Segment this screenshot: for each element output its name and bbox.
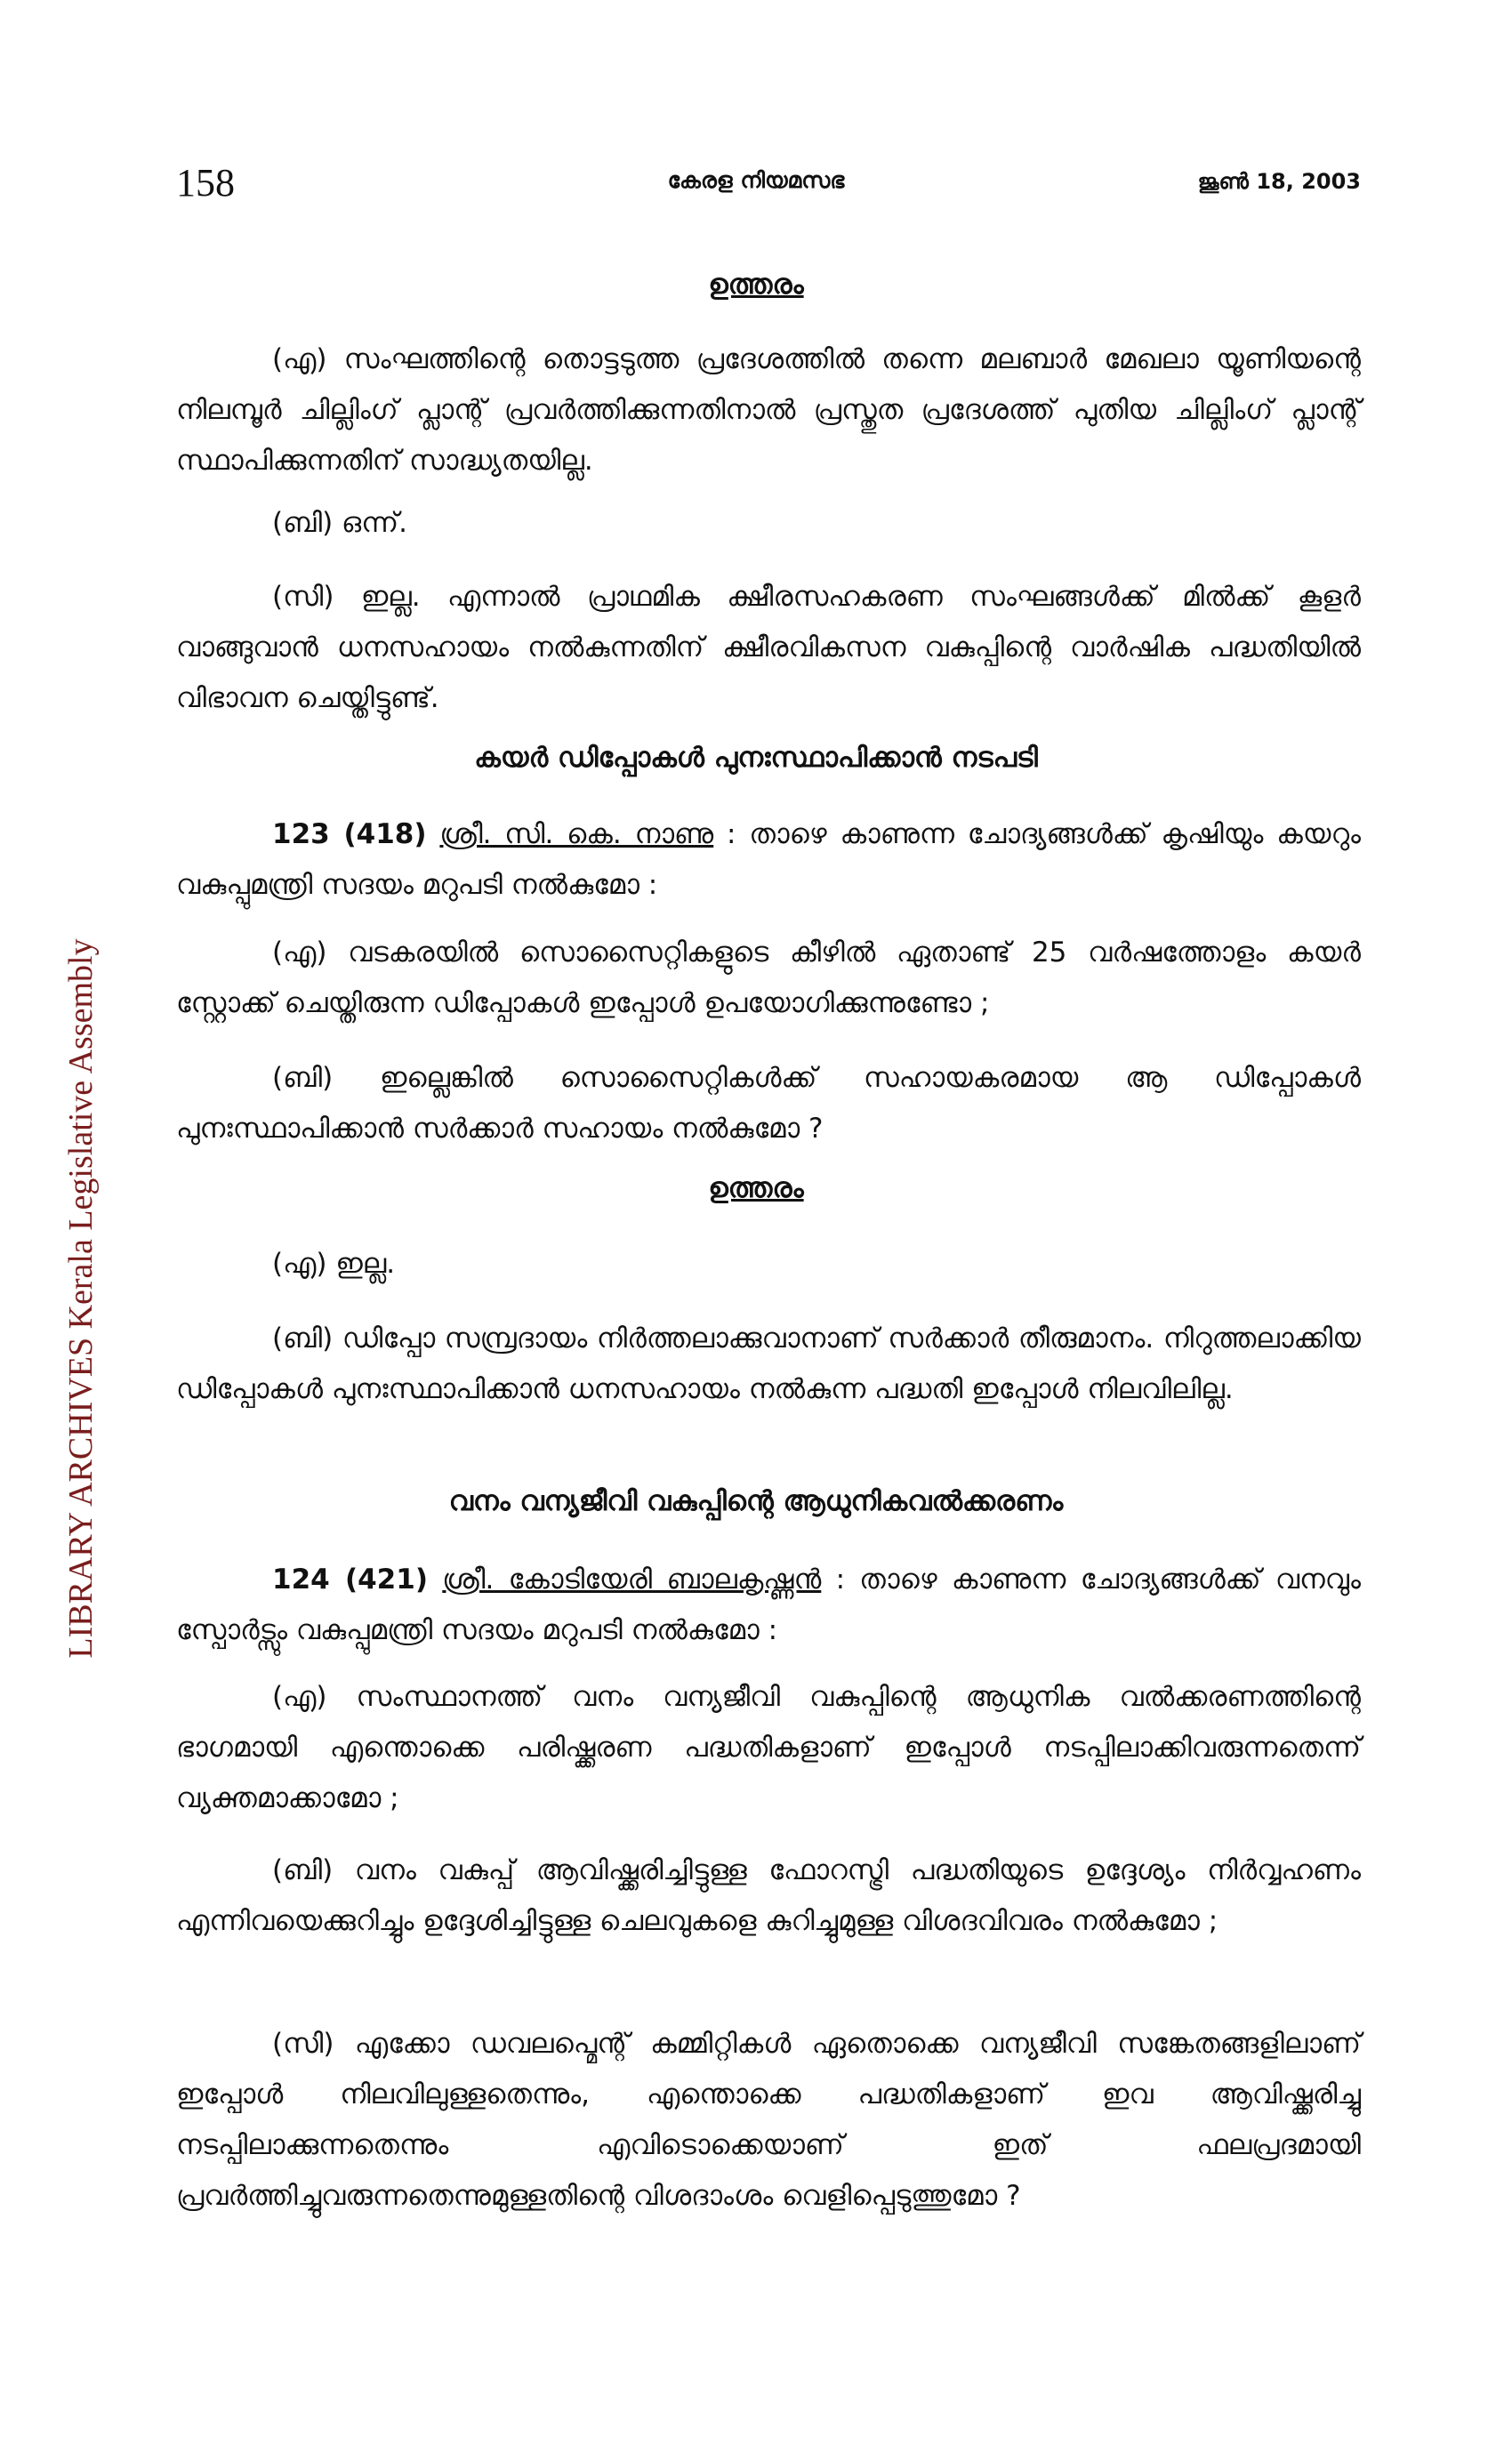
archive-side-stamp: LIBRARY ARCHIVES Kerala Legislative Assembly [62,938,100,1659]
answer1-item-b: (ബി) ഒന്ന്. [272,507,407,539]
page-header-title: കേരള നിയമസഭ [667,167,845,193]
question-123-item-b: (ബി) ഇല്ലെങ്കിൽ സൊസൈറ്റികൾക്ക് സഹായകരമായ ആ ഡിപ്പോകൾ പുനഃസ്ഥാപിക്കാൻ സർക്കാർ സഹായം നൽകുമോ ? [176,1062,1361,1145]
question-124-item-c: (സി) എക്കോ ഡവലപ്മെന്റ് കമ്മിറ്റികൾ ഏതൊക്കെ വന്യജീവി സങ്കേതങ്ങളിലാണ് ഇപ്പോൾ നിലവിലുള്ളതെന്നും, എന്തൊക്കെ പദ്ധതികളാണ് ഇവ ആവിഷ്ക്കരിച്ചു നടപ്പിലാക്കുന്നതെന്നും എവിടൊക്കെയാണ് ഇത് ഫലപ്രദമായി പ്രവർത്തിച്ചുവരുന്നതെന്നുമുള്ളതിന്റെ വിശദാംശം വെളിപ്പെടുത്തുമോ ? [176,2028,1361,2212]
page-header-date: ജൂൺ 18, 2003 [1197,169,1361,194]
question-124-intro [176,1555,1361,1656]
answer-heading-1 [0,269,1512,301]
question-intro-text: : താഴെ കാണുന്ന ചോദ്യങ്ങൾക്ക് വനവും സ്പോർട്സും വകുപ്പുമന്ത്രി സദയം മറുപടി നൽകുമോ : [176,1564,1362,1646]
answer1-item-a: (എ) സംഘത്തിന്റെ തൊട്ടടുത്ത പ്രദേശത്തിൽ തന്നെ മലബാർ മേഖലാ യൂണിയന്റെ നിലമ്പൂർ ചില്ലിംഗ് പ്ലാന്റ് പ്രവർത്തിക്കുന്നതിനാൽ പ്രസ്തുത പ്രദേശത്ത് പുതിയ ചില്ലിംഗ് പ്ലാന്റ് സ്ഥാപിക്കുന്നതിന് സാദ്ധ്യതയില്ല. [176,343,1361,477]
answer2-item-b: (ബി) ഡിപ്പോ സമ്പ്രദായം നിർത്തലാക്കുവാനാണ് സർക്കാർ തീരുമാനം. നിറുത്തലാക്കിയ ഡിപ്പോകൾ പുനഃസ്ഥാപിക്കാൻ ധനസഹായം നൽകുന്ന പദ്ധതി ഇപ്പോൾ നിലവിലില്ല. [176,1322,1361,1405]
answer2-item-a: (എ) ഇല്ല. [272,1248,396,1280]
question-124-item-a: (എ) സംസ്ഥാനത്ത് വനം വന്യജീവി വകുപ്പിന്റെ ആധുനിക വൽക്കരണത്തിന്റെ ഭാഗമായി എന്തൊക്കെ പരിഷ്ക്കരണ പദ്ധതികളാണ് ഇപ്പോൾ നടപ്പിലാക്കിവരുന്നതെന്ന് വ്യക്തമാക്കാമോ ; [176,1681,1361,1814]
question-number: 124 (421) [272,1564,428,1596]
question-number: 123 (418) [272,818,427,850]
question-124-item-b: (ബി) വനം വകുപ്പ് ആവിഷ്ക്കരിച്ചിട്ടുള്ള ഫോറസ്ട്രി പദ്ധതിയുടെ ഉദ്ദേശ്യം നിർവ്വഹണം എന്നിവയെക്കുറിച്ചും ഉദ്ദേശിച്ചിട്ടുള്ള ചെലവുകളെ കുറിച്ചുമുള്ള വിശദവിവരം നൽകുമോ ; [176,1854,1361,1937]
question-123-item-a: (എ) വടകരയിൽ സൊസൈറ്റികളുടെ കീഴിൽ ഏതാണ്ട് 25 വർഷത്തോളം കയർ സ്റ്റോക്ക് ചെയ്തിരുന്ന ഡിപ്പോകൾ ഇപ്പോൾ ഉപയോഗിക്കുന്നുണ്ടോ ; [176,937,1361,1019]
page-number: 158 [176,161,235,205]
answer1-item-c: (സി) ഇല്ല. എന്നാൽ പ്രാഥമിക ക്ഷീരസഹകരണ സംഘങ്ങൾക്ക് മിൽക്ക് കൂളർ വാങ്ങുവാൻ ധനസഹായം നൽകുന്നതിന് ക്ഷീരവികസന വകുപ്പിന്റെ വാർഷിക പദ്ധതിയിൽ വിഭാവന ചെയ്തിട്ടുണ്ട്. [176,581,1361,714]
question-123-heading: കയർ ഡിപ്പോകൾ പുനഃസ്ഥാപിക്കാൻ നടപടി [474,742,1038,774]
question-124-heading: വനം വന്യജീവി വകുപ്പിന്റെ ആധുനികവൽക്കരണം [448,1485,1064,1517]
member-name: ശ്രീ. കോടിയേരി ബാലകൃഷ്ണൻ [442,1564,822,1596]
answer-label: ഉത്തരം [708,269,804,301]
question-intro-text: : താഴെ കാണുന്ന ചോദ്യങ്ങൾക്ക് കൃഷിയും കയറും വകുപ്പുമന്ത്രി സദയം മറുപടി നൽകുമോ : [176,818,1361,901]
answer-label: ഉത്തരം [708,1172,804,1204]
question-123-intro [176,809,1361,911]
member-name: ശ്രീ. സി. കെ. നാണു [439,818,714,850]
answer-heading-2 [0,1172,1512,1205]
